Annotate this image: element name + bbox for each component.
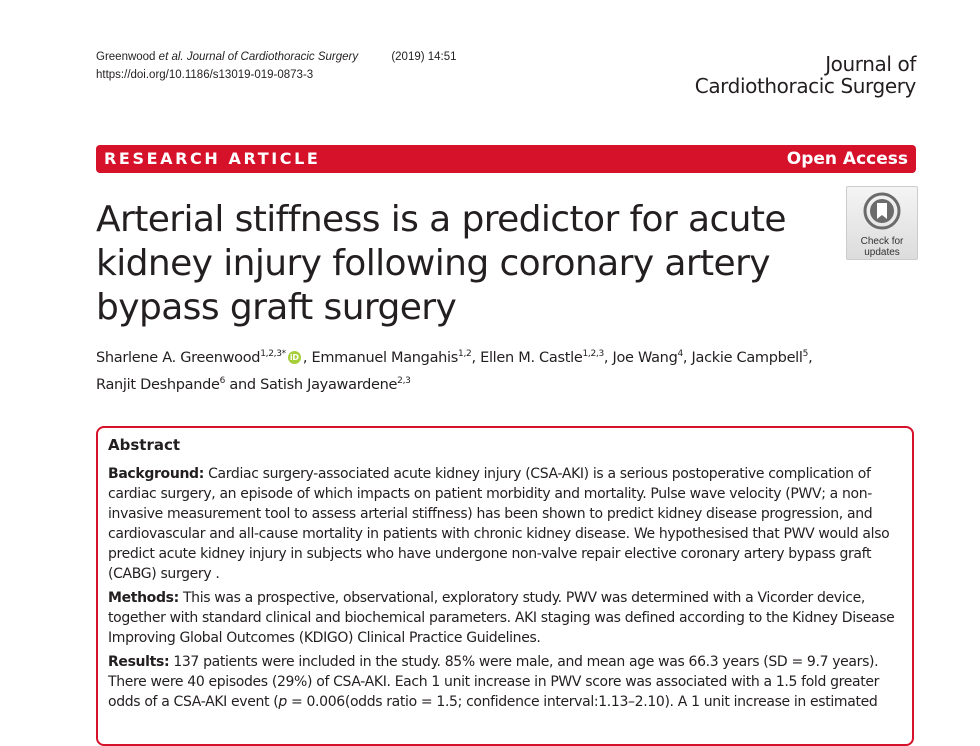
open-access-label: Open Access	[786, 149, 908, 169]
author-affiliation: 2,3	[397, 375, 411, 386]
author-affiliation: 6	[219, 375, 226, 386]
results-text-2: = 0.006(odds ratio = 1.5; confidence interval:1.13–2.10). A 1 unit increase in estimated	[286, 694, 878, 710]
author-name: Sharlene A. Greenwood	[96, 349, 261, 366]
author-separator: ,	[808, 349, 813, 366]
author-name: Jackie Campbell	[691, 349, 803, 366]
author-affiliation: 1,2,3*	[260, 349, 286, 359]
methods-text: This was a prospective, observational, exploratory study. PWV was determined with a Vicorder device, together with standard clinical and biochemical parameters. AKI staging was defined according to the Kidney Disease Improving Global Outcomes (KDIGO) Clinical Practice Guidelines.	[108, 590, 895, 646]
article-title: Arterial stiffness is a predictor for acute kidney injury following coronary artery bypass graft surgery	[96, 199, 786, 328]
bookmark-icon	[862, 191, 902, 231]
author-separator: ,	[302, 349, 312, 366]
author-name: Emmanuel Mangahis	[311, 349, 459, 366]
citation-journal: Journal of Cardiothoracic Surgery	[186, 51, 359, 63]
results-label: Results:	[108, 654, 170, 670]
journal-logo	[695, 53, 916, 97]
author-affiliation: 1,2	[458, 349, 472, 359]
author-name: Joe Wang	[612, 349, 678, 366]
author-affiliation: 5	[802, 349, 809, 359]
methods-label: Methods:	[108, 590, 179, 606]
check-for-updates-button[interactable]	[846, 186, 918, 260]
abstract-heading: Abstract	[108, 436, 181, 454]
results-p: p	[278, 694, 287, 710]
check-for-updates-line1: Check for	[860, 236, 904, 247]
author-name: Ranjit Deshpande	[96, 376, 220, 393]
author-separator: ,	[603, 349, 613, 366]
author-affiliation: 4	[677, 349, 683, 359]
citation-year: (2019) 14:51	[391, 51, 457, 63]
author-separator: ,	[682, 349, 692, 366]
background-label: Background:	[108, 466, 204, 482]
citation-etal: et al.	[158, 51, 184, 63]
author-separator: and	[225, 376, 261, 393]
orcid-icon[interactable]: iD	[288, 351, 301, 364]
abstract-methods	[108, 588, 904, 648]
article-type-label: RESEARCH ARTICLE	[104, 149, 321, 168]
author-list	[96, 343, 916, 397]
check-for-updates-line2: updates	[864, 247, 900, 258]
author-separator: ,	[471, 349, 481, 366]
abstract-background	[108, 464, 904, 584]
article-type-banner	[96, 145, 916, 173]
author-affiliation: 1,2,3	[582, 349, 604, 359]
background-text: Cardiac surgery-associated acute kidney injury (CSA-AKI) is a serious postoperative complication of cardiac surgery, an episode of which impacts on patient morbidity and mortality. Pulse wave velocity (PWV; a non-invasive measurement tool to assess arterial stiffness) has been shown to predict kidney disease progression, and cardiovascular and all-cause mortality in patients with chronic kidney disease. We hypothesised that PWV would also predict acute kidney injury in subjects who have undergone non-valve repair elective coronary artery bypass graft (CABG) surgery .	[108, 466, 890, 582]
citation-author: Greenwood	[96, 51, 156, 63]
author-name: Satish Jayawardene	[260, 376, 398, 393]
abstract-results	[108, 652, 904, 712]
citation-block	[96, 48, 457, 84]
author-name: Ellen M. Castle	[480, 349, 583, 366]
doi-link[interactable]: https://doi.org/10.1186/s13019-019-0873-3	[96, 69, 314, 81]
abstract-box	[96, 426, 914, 746]
results-text-1: 137 patients were included in the study. 85% were male, and mean age was 66.3 years (SD = 9.7 years). There were 40 episodes (29%) of CSA-AKI. Each 1 unit increase in PWV score was associated with a 1.5 fold greater odds of a CSA-AKI event (	[108, 654, 880, 710]
journal-logo-line1: Journal of	[825, 52, 916, 76]
abstract-body	[108, 464, 904, 716]
journal-logo-line2: Cardiothoracic Surgery	[694, 74, 916, 98]
